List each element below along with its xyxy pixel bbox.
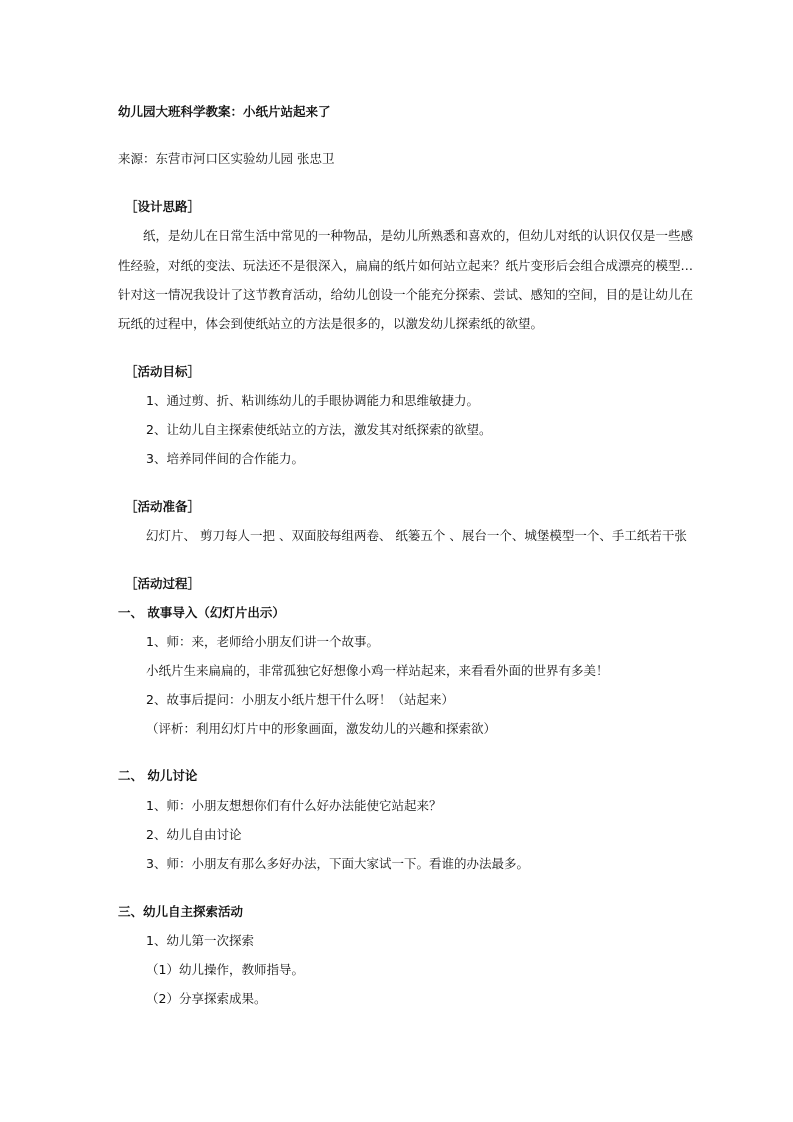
part1-line: （评析：利用幻灯片中的形象画面，激发幼儿的兴趣和探索欲） [146,721,497,736]
design-text-line-1: 纸，是幼儿在日常生活中常见的一种物品，是幼儿所熟悉和喜欢的，但幼儿对纸的认识仅仅是一些感 [118,228,694,243]
part1-line: 2、故事后提问：小朋友小纸片想干什么呀！（站起来） [146,692,454,707]
part1-line: 小纸片生来扁扁的，非常孤独它好想像小鸡一样站起来，来看看外面的世界有多美！ [146,663,609,678]
part2-line: 1、师：小朋友想想你们有什么好办法能使它站起来？ [146,798,442,813]
doc-source: 来源：东营市河口区实验幼儿园 张忠卫 [118,151,335,166]
part2-line: 3、师：小朋友有那么多好办法，下面大家试一下。看谁的办法最多。 [146,856,529,871]
doc-title: 幼儿园大班科学教案：小纸片站起来了 [118,104,331,119]
goal-item: 1、通过剪、折、粘训练幼儿的手眼协调能力和思维敏捷力。 [146,393,479,408]
design-text-line-2: 性经验，对纸的变法、玩法还不是很深入，扁扁的纸片如何站立起来？纸片变形后会组合成漂亮的模型… [118,258,694,273]
process-heading: ［活动过程］ [125,576,201,591]
goals-heading: ［活动目标］ [125,364,201,379]
part3-heading: 三、幼儿自主探索活动 [118,904,244,919]
design-heading: ［设计思路］ [125,199,201,214]
prep-text: 幻灯片、 剪刀每人一把 、双面胶每组两卷、 纸篓五个 、展台一个、城堡模型一个、手工纸若干张 [146,528,687,543]
design-text-line-3: 针对这一情况我设计了这节教育活动，给幼儿创设一个能充分探索、尝试、感知的空间，目的是让幼儿在 [118,287,694,302]
part2-heading: 二、 幼儿讨论 [118,768,198,783]
part1-line: 1、师：来，老师给小朋友们讲一个故事。 [146,634,379,649]
part3-line: （2）分享探索成果。 [146,991,267,1006]
part2-line: 2、幼儿自由讨论 [146,827,242,842]
goal-item: 3、培养同伴间的合作能力。 [146,451,304,466]
part1-heading: 一、 故事导入（幻灯片出示） [118,605,285,620]
goal-item: 2、让幼儿自主探索使纸站立的方法，激发其对纸探索的欲望。 [146,422,492,437]
design-text-line-4: 玩纸的过程中，体会到使纸站立的方法是很多的，以激发幼儿探索纸的欲望。 [118,316,544,331]
part3-line: 1、幼儿第一次探索 [146,933,254,948]
part3-line: （1）幼儿操作，教师指导。 [146,962,304,977]
prep-heading: ［活动准备］ [125,499,201,514]
